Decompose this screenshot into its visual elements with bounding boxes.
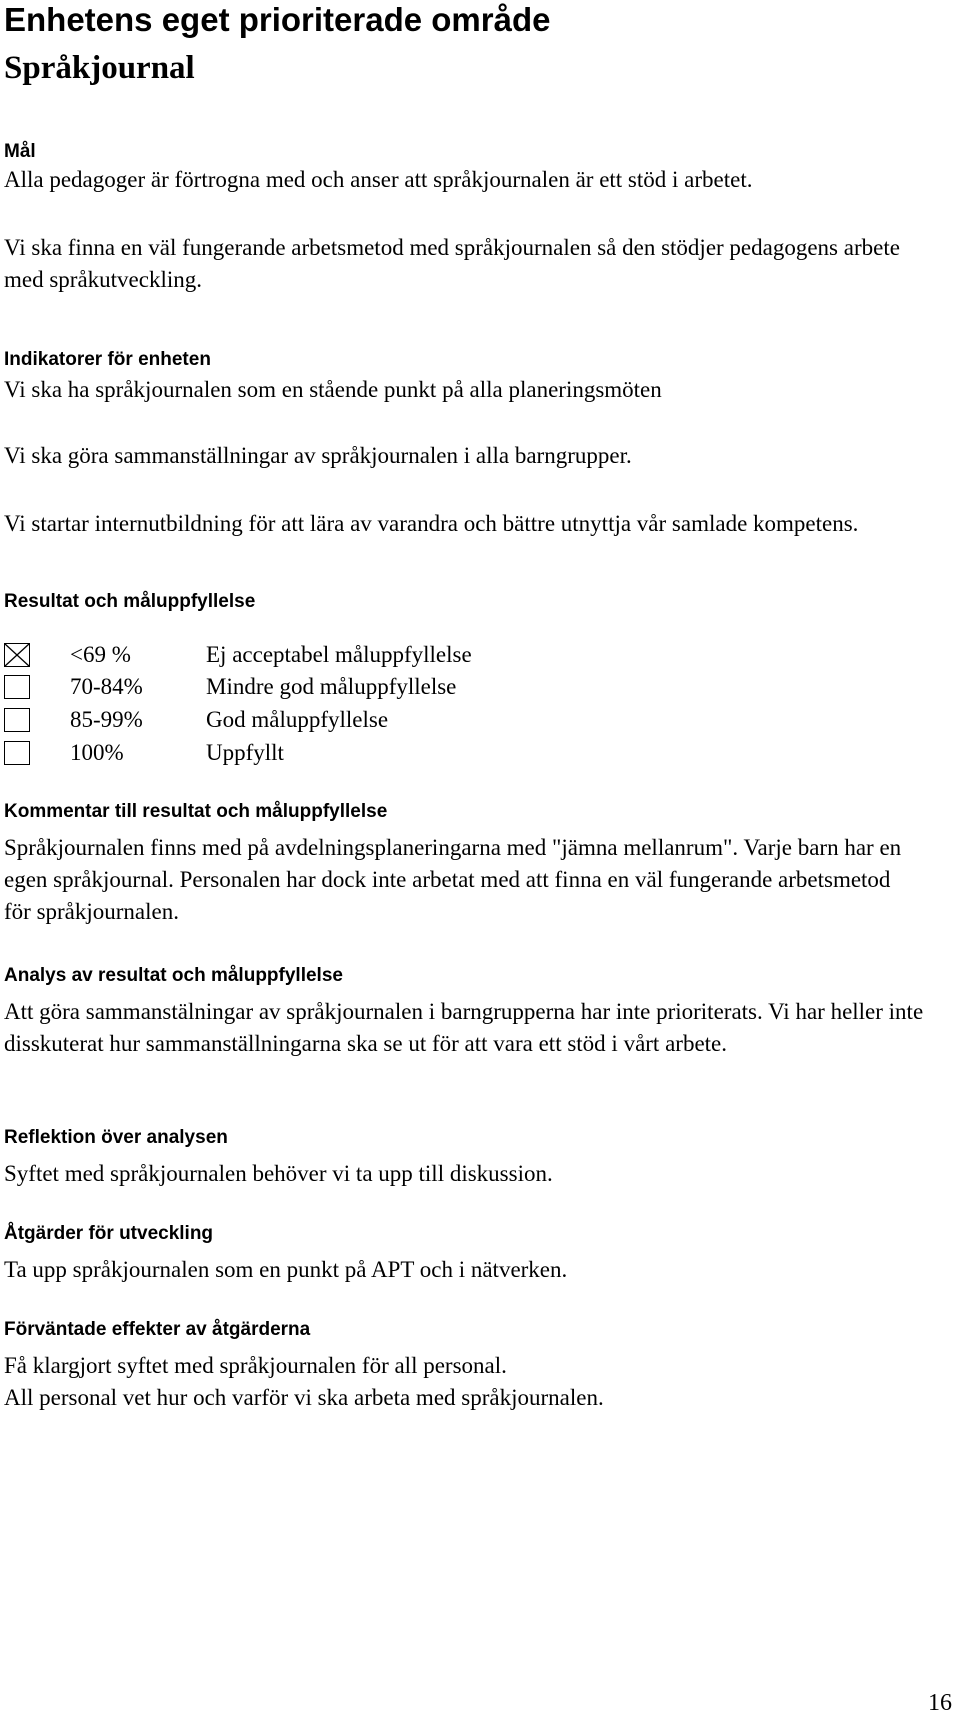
checkbox-checked	[4, 643, 30, 667]
section-heading-resultat: Resultat och måluppfyllelse	[4, 591, 256, 612]
indikatorer-paragraph-1: Vi ska ha språkjournalen som en stående punkt på alla planeringsmöten	[4, 377, 662, 402]
effekter-paragraph-1: Få klargjort syftet med språkjournalen för all personal.	[4, 1353, 507, 1378]
mal-paragraph-2: Vi ska finna en väl fungerande arbetsmetod med språkjournalen så den stödjer pedagogens arbete med språkutveckling.	[4, 235, 900, 292]
result-option-range: <69 %	[70, 642, 131, 667]
section-heading-reflektion: Reflektion över analysen	[4, 1127, 228, 1148]
kommentar-paragraph: Språkjournalen finns med på avdelningsplaneringarna med "jämna mellanrum". Varje barn har en egen språkjournal. Personalen har dock inte arbetat med att finna en väl fungerande arbetsmetod för språkjournalen.	[4, 835, 902, 924]
result-option-range: 100%	[70, 740, 124, 765]
reflektion-paragraph: Syftet med språkjournalen behöver vi ta upp till diskussion.	[4, 1161, 553, 1186]
result-option	[4, 640, 954, 670]
analys-paragraph: Att göra sammanstälningar av språkjournalen i barngrupperna har inte prioriterats. Vi har heller inte disskuterat hur sammanställningarna ska se ut för att vara ett stöd i vårt arbete.	[4, 999, 924, 1056]
result-option-label: God måluppfyllelse	[206, 707, 389, 732]
checkbox-empty	[4, 741, 30, 765]
atgarder-paragraph: Ta upp språkjournalen som en punkt på APT och i nätverken.	[4, 1257, 568, 1282]
mal-paragraph-1: Alla pedagoger är förtrogna med och anser att språkjournalen är ett stöd i arbetet.	[4, 167, 753, 192]
page-subtitle: Språkjournal	[4, 50, 195, 86]
page-number: 16	[928, 1690, 952, 1716]
result-option-label: Mindre god måluppfyllelse	[206, 674, 457, 699]
result-option-label: Ej acceptabel måluppfyllelse	[206, 642, 472, 667]
indikatorer-paragraph-3: Vi startar internutbildning för att lära av varandra och bättre utnyttja vår samlade kompetens.	[4, 511, 859, 536]
effekter-paragraph-2: All personal vet hur och varför vi ska arbeta med språkjournalen.	[4, 1385, 604, 1410]
result-option-label: Uppfyllt	[206, 740, 284, 765]
page-title: Enhetens eget prioriterade område	[4, 1, 551, 38]
section-heading-mal: Mål	[4, 141, 36, 162]
result-option-range: 70-84%	[70, 674, 143, 699]
result-option-range: 85-99%	[70, 707, 143, 732]
result-option	[4, 738, 954, 768]
cross-icon	[5, 644, 29, 666]
checkbox-empty	[4, 675, 30, 699]
section-heading-indikatorer: Indikatorer för enheten	[4, 349, 211, 370]
section-heading-analys: Analys av resultat och måluppfyllelse	[4, 965, 343, 986]
result-option	[4, 705, 954, 735]
result-option	[4, 672, 954, 702]
section-heading-atgarder: Åtgärder för utveckling	[4, 1223, 214, 1244]
section-heading-kommentar: Kommentar till resultat och måluppfyllelse	[4, 801, 388, 822]
section-heading-effekter: Förväntade effekter av åtgärderna	[4, 1319, 311, 1340]
checkbox-empty	[4, 708, 30, 732]
indikatorer-paragraph-2: Vi ska göra sammanställningar av språkjournalen i alla barngrupper.	[4, 443, 632, 468]
